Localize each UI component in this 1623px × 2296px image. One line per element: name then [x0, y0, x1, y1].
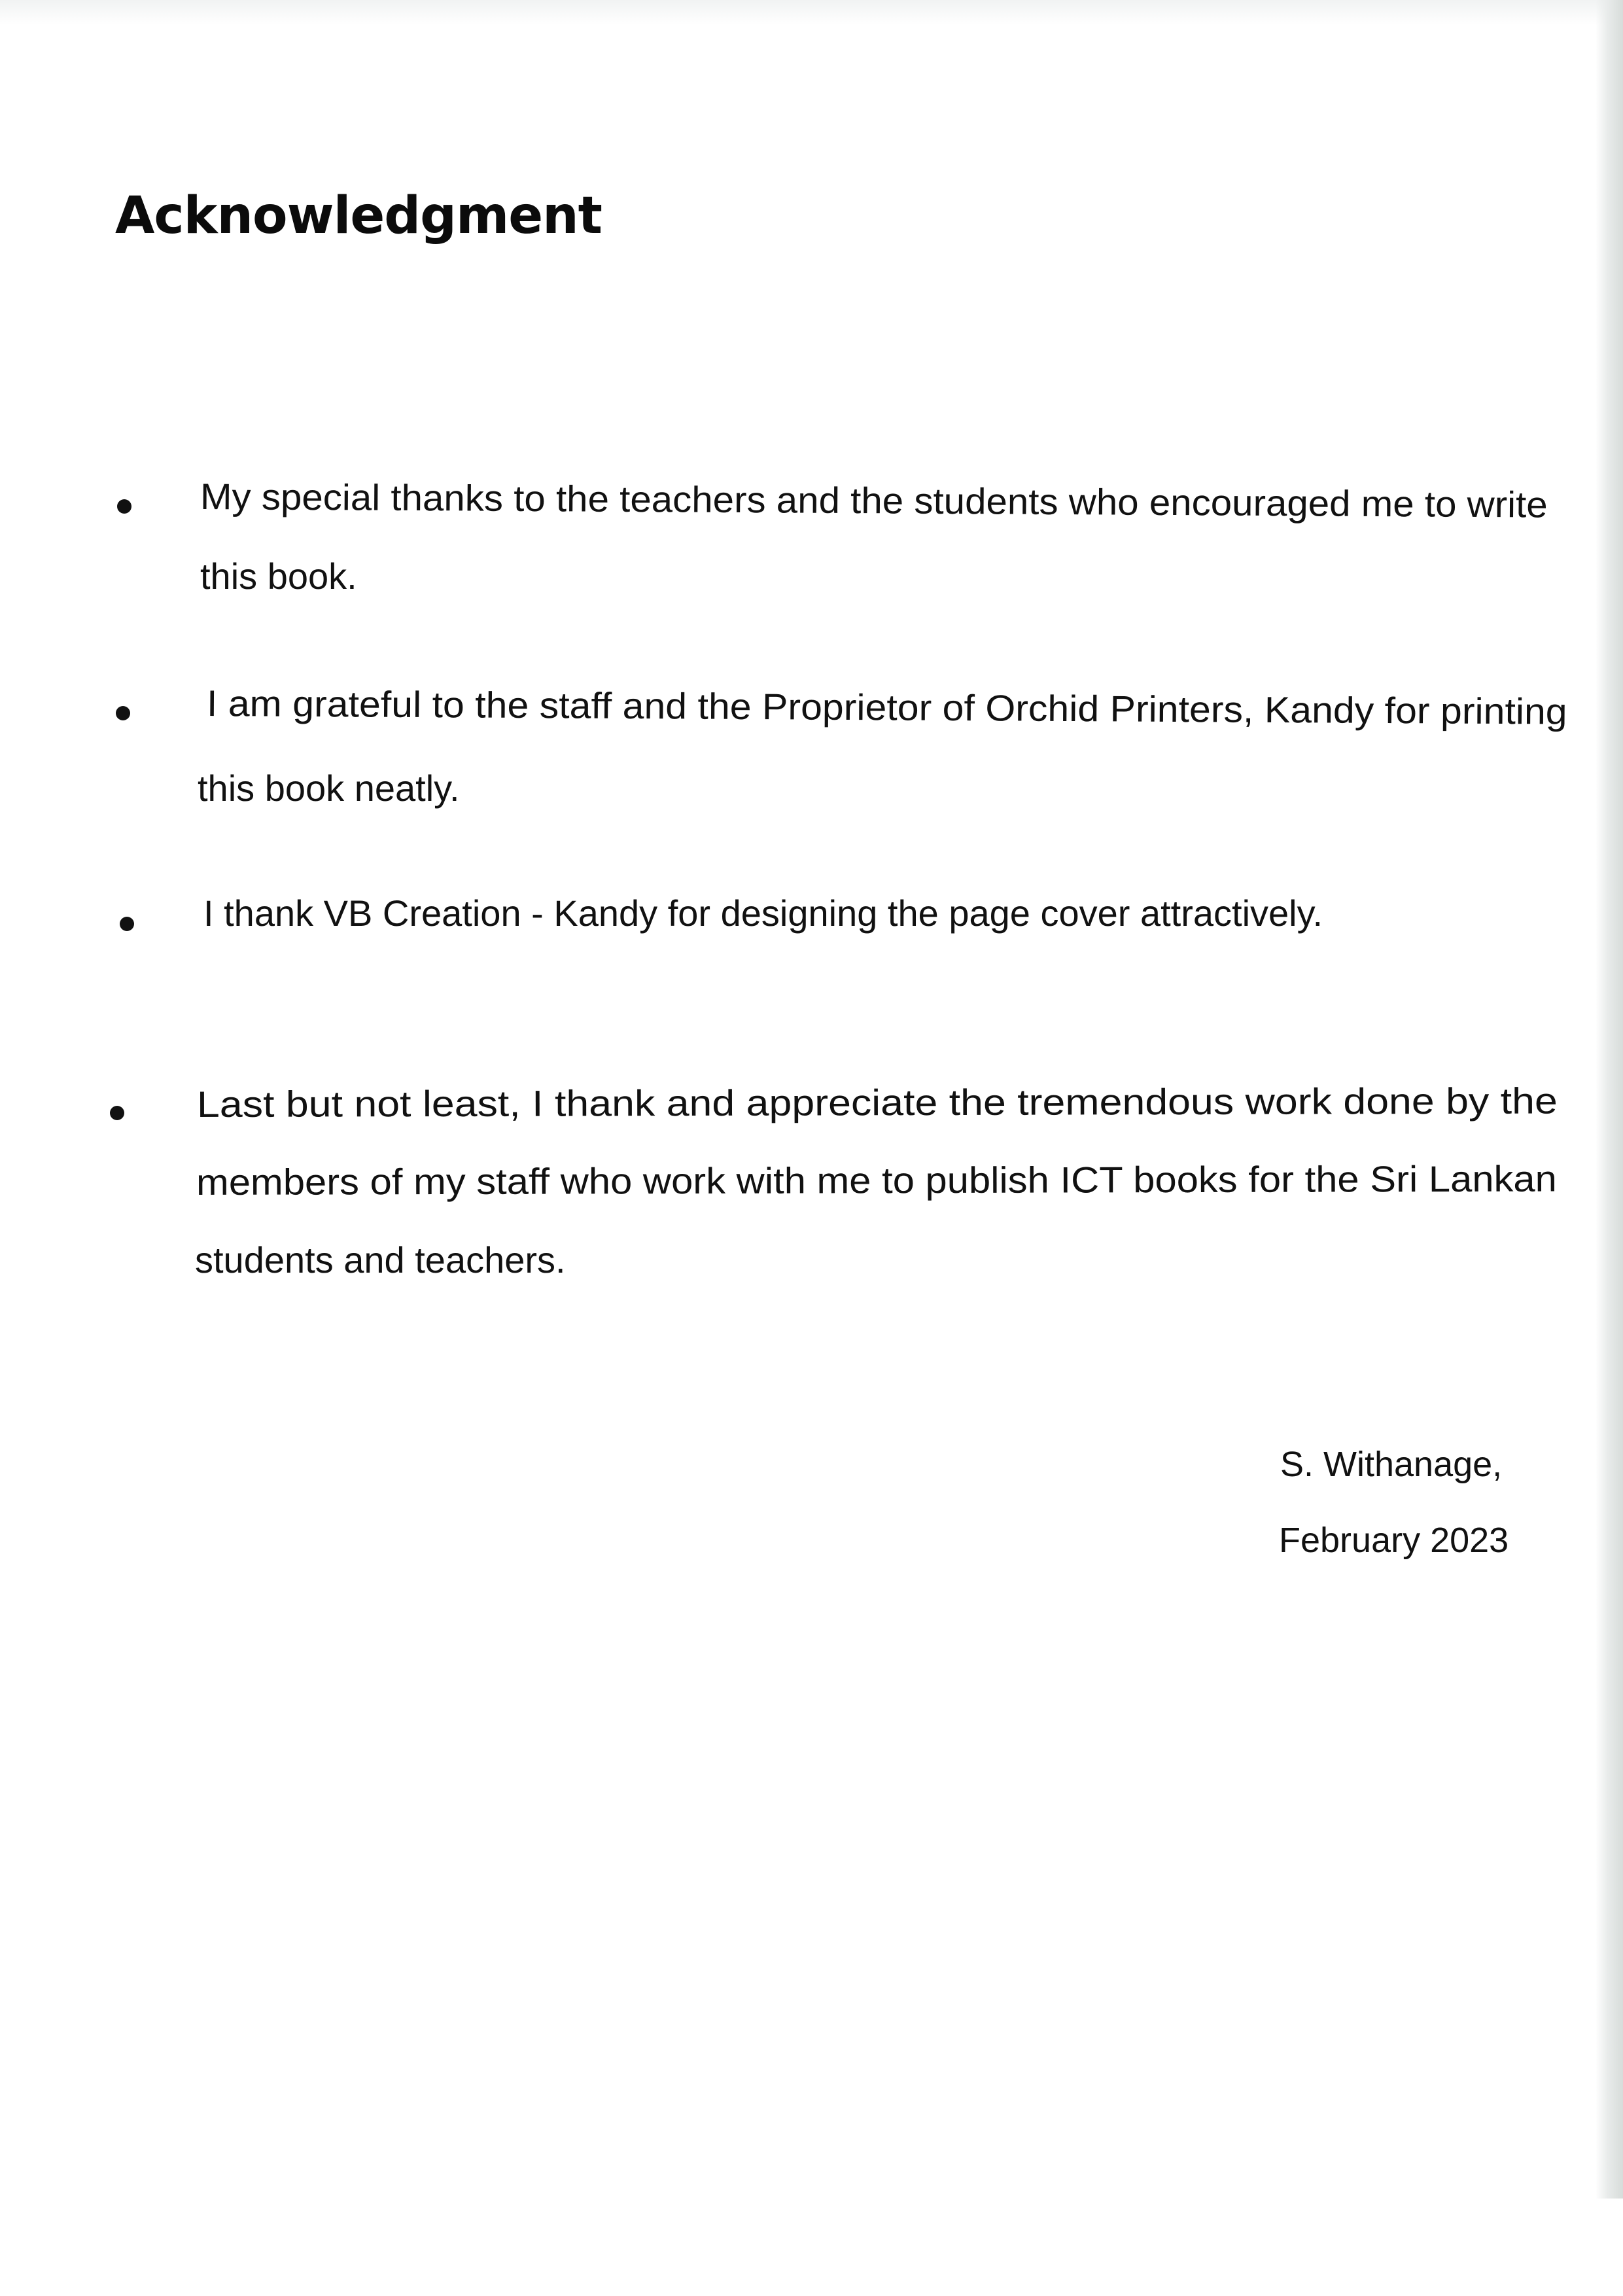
item-text-line: students and teachers. — [195, 1239, 566, 1280]
item-text-line: Last but not least, I thank and appreciate the tremendous work done by the — [196, 1080, 1558, 1125]
bullet-icon — [116, 706, 130, 720]
item-text-line: members of my staff who work with me to publish ICT books for the Sri Lankan — [196, 1157, 1557, 1203]
scan-edge-shadow — [1596, 0, 1623, 2199]
bullet-icon — [120, 917, 134, 931]
bullet-icon — [110, 1106, 124, 1120]
signature-date: February 2023 — [1279, 1521, 1509, 1560]
item-text-line: I thank VB Creation - Kandy for designing the page cover attractively. — [203, 892, 1323, 934]
scan-top-shading — [0, 0, 1623, 25]
item-text-line: this book neatly. — [198, 768, 460, 809]
bullet-icon — [117, 499, 131, 514]
item-text-line: My special thanks to the teachers and the students who encouraged me to write — [200, 476, 1548, 525]
item-text-line: this book. — [200, 556, 357, 597]
page-title: Acknowledgment — [115, 186, 602, 245]
item-text-line: I am grateful to the staff and the Proprietor of Orchid Printers, Kandy for printing — [206, 682, 1567, 732]
author-name: S. Withanage, — [1280, 1445, 1503, 1484]
